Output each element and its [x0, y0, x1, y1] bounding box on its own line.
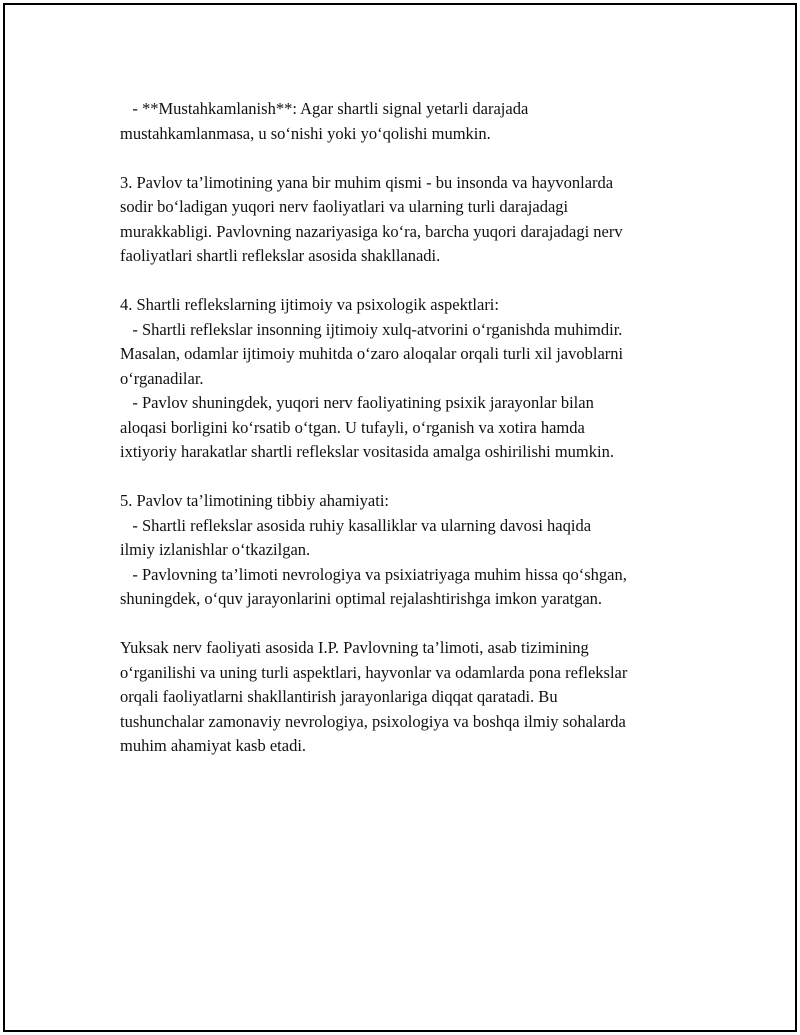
paragraph-mustahkamlanish — [120, 97, 700, 146]
text-line: orqali faoliyatlarni shakllantirish jarayonlariga diqqat qaratadi. Bu — [120, 687, 558, 706]
text-line: ilmiy izlanishlar o‘tkazilgan. — [120, 540, 311, 559]
text-line: 4. Shartli reflekslarning ijtimoiy va psixologik aspektlari: — [120, 295, 499, 314]
paragraph-section-4 — [120, 293, 700, 465]
document-body — [120, 97, 700, 783]
text-line: 3. Pavlov ta’limotining yana bir muhim qismi - bu insonda va hayvonlarda — [120, 172, 614, 192]
text-line: muhim ahamiyat kasb etadi. — [120, 736, 307, 755]
text-line: faoliyatlari shartli reflekslar asosida shakllanadi. — [120, 246, 441, 265]
text-line: Yuksak nerv faoliyati asosida I.P. Pavlovning ta’limoti, asab tizimining — [120, 638, 589, 657]
paragraph-conclusion — [120, 636, 700, 759]
text-line: - Pavlov shuningdek, yuqori nerv faoliyatining psixik jarayonlar bilan — [120, 393, 594, 412]
text-line: - **Mustahkamlanish**: Agar shartli signal yetarli darajada — [120, 99, 529, 118]
text-line: tushunchalar zamonaviy nevrologiya, psixologiya va boshqa ilmiy sohalarda — [120, 711, 626, 731]
text-line: aloqasi borligini ko‘rsatib o‘tgan. U tufayli, o‘rganish va xotira hamda — [120, 417, 585, 437]
text-line: o‘rganadilar. — [120, 368, 204, 388]
paragraph-section-5 — [120, 489, 700, 612]
text-line: shuningdek, o‘quv jarayonlarini optimal rejalashtirishga imkon yaratgan. — [120, 589, 603, 608]
text-line: sodir bo‘ladigan yuqori nerv faoliyatlari va ularning turli darajadagi — [120, 197, 569, 216]
text-line: o‘rganilishi va uning turli aspektlari, hayvonlar va odamlarda pona reflekslar — [120, 662, 628, 682]
text-line: - Pavlovning ta’limoti nevrologiya va psixiatriyaga muhim hissa qo‘shgan, — [120, 564, 627, 584]
paragraph-section-3 — [120, 171, 700, 269]
text-line: Masalan, odamlar ijtimoiy muhitda o‘zaro aloqalar orqali turli xil javoblarni — [120, 344, 624, 363]
text-line: - Shartli reflekslar insonning ijtimoiy xulq-atvorini o‘rganishda muhimdir. — [120, 319, 623, 339]
document-page — [3, 3, 797, 1032]
text-line: mustahkamlanmasa, u so‘nishi yoki yo‘qolishi mumkin. — [120, 123, 491, 143]
text-line: - Shartli reflekslar asosida ruhiy kasalliklar va ularning davosi haqida — [120, 515, 592, 535]
text-line: 5. Pavlov ta’limotining tibbiy ahamiyati: — [120, 491, 390, 510]
text-line: ixtiyoriy harakatlar shartli reflekslar vositasida amalga oshirilishi mumkin. — [120, 442, 614, 461]
text-line: murakkabligi. Pavlovning nazariyasiga ko‘ra, barcha yuqori darajadagi nerv — [120, 221, 623, 241]
